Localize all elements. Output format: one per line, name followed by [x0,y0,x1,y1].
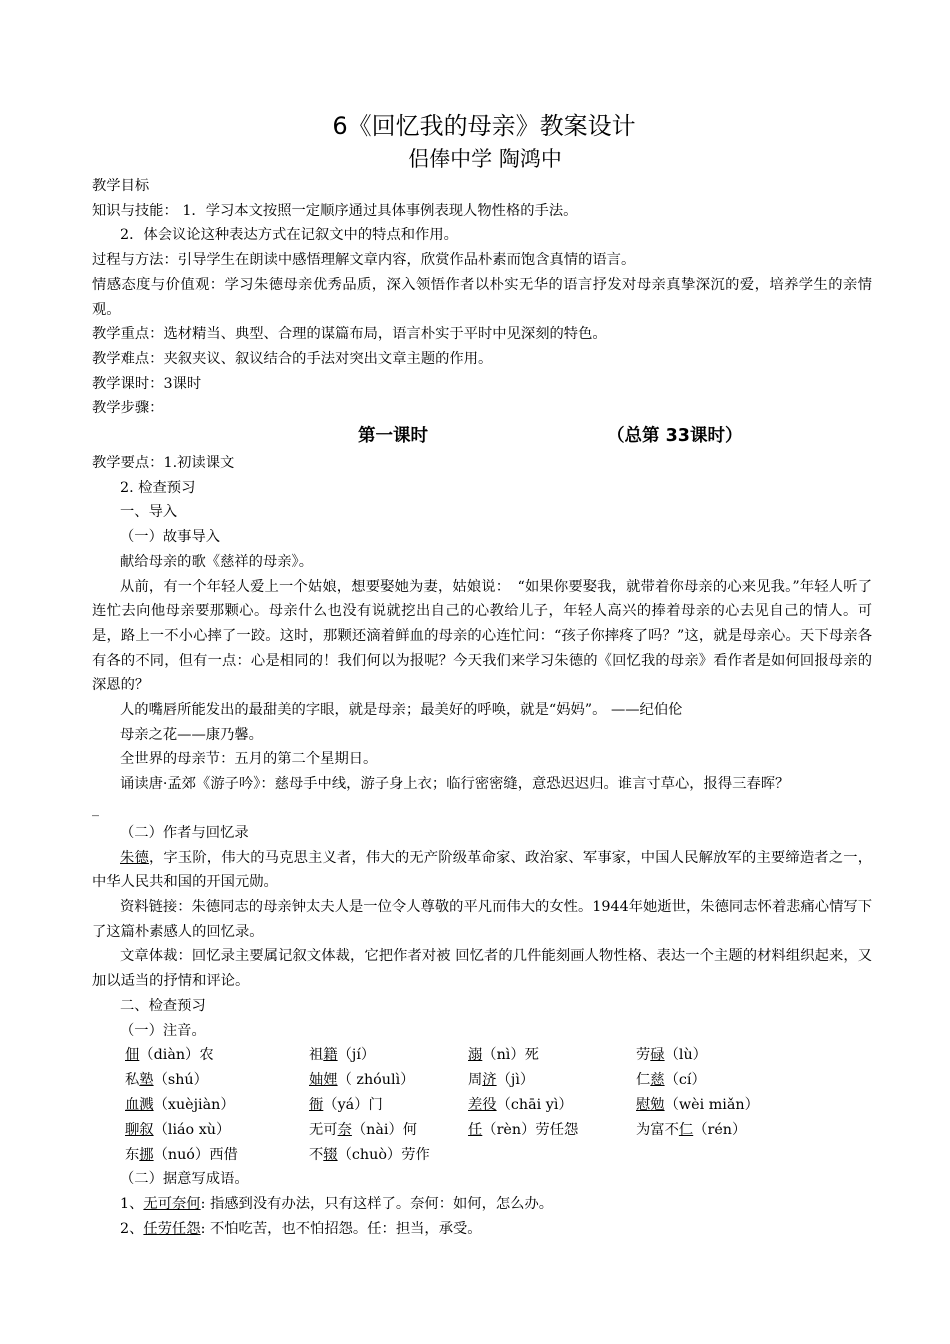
goal-knowledge: 知识与技能： 1．学习本文按照一定顺序通过具体事例表现人物性格的手法。 [92,202,578,219]
author-bio [92,846,872,895]
pinyin-word: 聊叙（liáo xù） [125,1122,231,1139]
intro-dash: _ [92,800,99,817]
story-intro-heading: （一）故事导入 [120,529,221,546]
intro-flower: 母亲之花——康乃馨。 [120,726,263,743]
intro-mothers-day: 全世界的母亲节：五月的第二个星期日。 [120,751,378,768]
pinyin-word: 东挪（nuó）西借 [125,1147,238,1164]
lesson-first: 第一课时 [358,426,428,447]
goal-process: 过程与方法：引导学生在朗读中感悟理解文章内容，欣赏作品朴素而饱含真情的语言。 [92,252,636,269]
pinyin-word: 溺（nì）死 [468,1047,539,1064]
pinyin-word: 无可奈（nài）何 [309,1122,418,1139]
teaching-difficulty: 教学难点：夹叙夹议、叙议结合的手法对突出文章主题的作用。 [92,350,493,367]
intro-song: 献给母亲的歌《慈祥的母亲》。 [120,553,314,570]
pinyin-word: 血溅（xuèjiàn） [125,1097,235,1114]
author-heading: （二）作者与回忆录 [120,824,249,841]
author-genre: 文章体裁：回忆录主要属记叙文体裁，它把作者对被 回忆者的几件能刻画人物性格、表达一个主题的材料组织起来，又加以适当的抒情和评论。 [92,948,872,990]
goals-heading: 教学目标 [92,178,150,194]
pinyin-word: 衙（yá）门 [309,1097,383,1114]
lesson-total: （总第 33课时） [607,426,743,447]
idiom-heading: （二）据意写成语。 [120,1171,249,1188]
author-link: 资料链接：朱德同志的母亲钟太夫人是一位令人尊敬的平凡而伟大的女性。1944年她逝世，朱德同志怀着悲痛心情写下了这篇朴素感人的回忆录。 [92,898,872,940]
pinyin-word: 差役（chāi yì） [468,1097,573,1114]
author-name: 朱德 [120,849,149,866]
author-bio-text: ，字玉阶，伟大的马克思主义者，伟大的无产阶级革命家、政治家、军事家，中国人民解放军的主要缔造者之一，中华人民共和国的开国元勋。 [92,849,873,891]
document-subtitle: 侣俸中学 陶鸿中 [408,147,562,171]
document-page [92,108,872,1241]
goal-knowledge-2: 2．体会议论这种表达方式在记叙文中的特点和作用。 [120,227,458,244]
points-2: 2. 检查预习 [120,479,196,496]
teaching-steps: 教学步骤： [92,400,164,417]
intro-heading: 一、导入 [120,504,178,521]
pinyin-word: 任（rèn）劳任怨 [468,1122,579,1139]
pinyin-word: 私塾（shú） [125,1072,208,1089]
pinyin-word: 祖籍（jí） [309,1047,376,1064]
pinyin-heading: （一）注音。 [120,1022,206,1039]
pinyin-word: 仁慈（cí） [636,1072,706,1089]
teaching-hours: 教学课时：3课时 [92,375,202,392]
pinyin-word: 为富不仁（rén） [636,1122,747,1139]
pinyin-word: 劳碌（lù） [636,1047,707,1064]
document-title: 6《回忆我的母亲》教案设计 [332,112,636,140]
preview-heading: 二、检查预习 [120,997,206,1014]
idiom-2: 2、任劳任怨: 不怕吃苦，也不怕招怨。任：担当，承受。 [120,1220,482,1237]
pinyin-word: 佃（diàn）农 [125,1047,214,1064]
pinyin-word: 周济（jì） [468,1072,535,1089]
lesson-heading [92,421,872,451]
idiom-1: 1、无可奈何: 指感到没有办法，只有这样了。奈何：如何，怎么办。 [120,1195,554,1212]
intro-story: 从前，有一个年轻人爱上一个姑娘，想要娶她为妻，姑娘说： “如果你要娶我，就带着你母亲的心来见我。”年轻人听了连忙去向他母亲要那颗心。母亲什么也没有说就挖出自己的心教给儿子，年轻人高兴的捧着母亲的心去见自己的情人。可是，路上一不小心摔了一跤。这时，那颗还滴着鲜血的母亲的心连忙问：“孩子你摔疼了吗？”这，就是母亲心。天下母亲各有各的不同，但有一点：心是相同的！我们何以为报呢？今天我们来学习朱德的《回忆我的母亲》看作者是如何回报母亲的深恩的？ [92,578,872,694]
intro-poem: 诵读唐·孟郊《游子吟》：慈母手中线，游子身上衣；临行密密缝，意恐迟迟归。谁言寸草心，报得三春晖？ [120,776,790,793]
points-1: 教学要点：1.初读课文 [92,455,235,472]
pinyin-word: 慰勉（wèi miǎn） [636,1097,759,1114]
goal-emotion: 情感态度与价值观：学习朱德母亲优秀品质，深入领悟作者以朴实无华的语言抒发对母亲真挚深沉的爱，培养学生的亲情观。 [92,276,872,318]
intro-quote: 人的嘴唇所能发出的最甜美的字眼，就是母亲；最美好的呼唤，就是“妈妈”。 ——纪伯伦 [120,702,683,719]
pinyin-word: 妯娌（ zhóulì） [309,1072,415,1089]
teaching-key: 教学重点：选材精当、典型、合理的谋篇布局，语言朴实于平时中见深刻的特色。 [92,326,607,343]
pinyin-word: 不辍（chuò）劳作 [309,1147,430,1164]
pinyin-grid [92,1043,872,1167]
